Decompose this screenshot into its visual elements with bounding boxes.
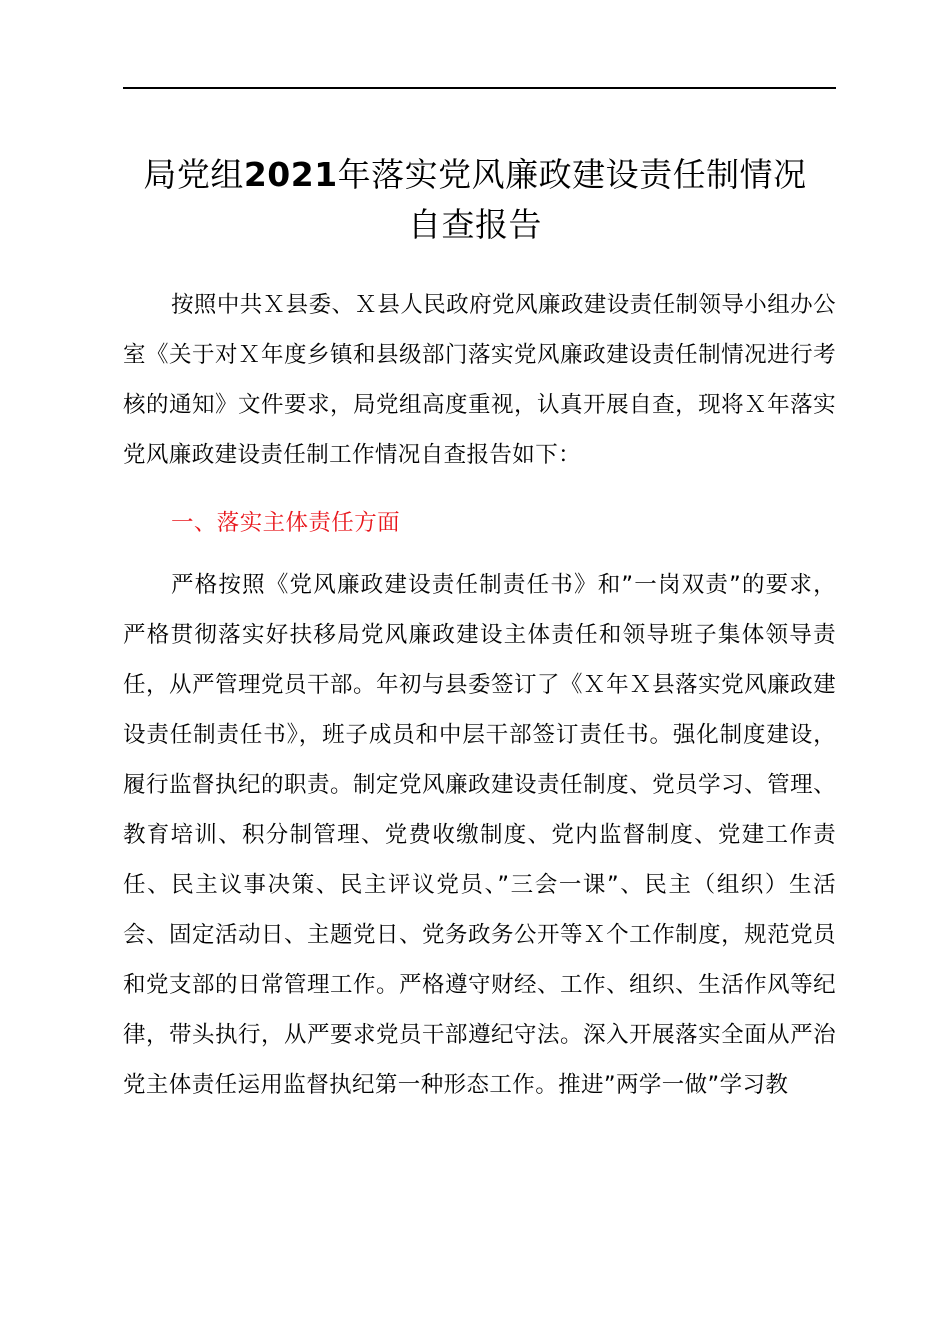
intro-paragraph: 按照中共Ｘ县委、Ｘ县人民政府党风廉政建设责任制领导小组办公室《关于对Ｘ年度乡镇和县级部门落实党风廉政建设责任制情况进行考核的通知》文件要求，局党组高度重视，认真开展自查，现将Ｘ年落实党风廉政建设责任制工作情况自查报告如下： xyxy=(123,292,836,468)
title-part-1: 局党组 xyxy=(143,155,244,194)
title-line-1 xyxy=(100,150,850,200)
section-heading-1: 一、落实主体责任方面 xyxy=(171,510,401,536)
title-year: 2021 xyxy=(243,155,338,194)
header-rule xyxy=(123,87,836,89)
section-1-paragraph: 严格按照《党风廉政建设责任制责任书》和”一岗双责”的要求，严格贯彻落实好扶移局党风廉政建设主体责任和领导班子集体领导责任，从严管理党员干部。年初与县委签订了《Ｘ年Ｘ县落实党风廉政建设责任制责任书》，班子成员和中层干部签订责任书。强化制度建设，履行监督执纪的职责。制定党风廉政建设责任制度、党员学习、管理、教育培训、积分制管理、党费收缴制度、党内监督制度、党建工作责任、民主议事决策、民主评议党员、”三会一课”、民主（组织）生活会、固定活动日、主题党日、党务政务公开等Ｘ个工作制度，规范党员和党支部的日常管理工作。严格遵守财经、工作、组织、生活作风等纪律，带头执行，从严要求党员干部遵纪守法。深入开展落实全面从严治党主体责任运用监督执纪第一种形态工作。推进”两学一做”学习教 xyxy=(123,572,836,1098)
document-body xyxy=(123,280,836,1128)
title-part-2: 年落实党风廉政建设责任制情况 xyxy=(337,155,807,194)
title-line-2: 自查报告 xyxy=(408,205,542,244)
document-title xyxy=(100,150,850,250)
